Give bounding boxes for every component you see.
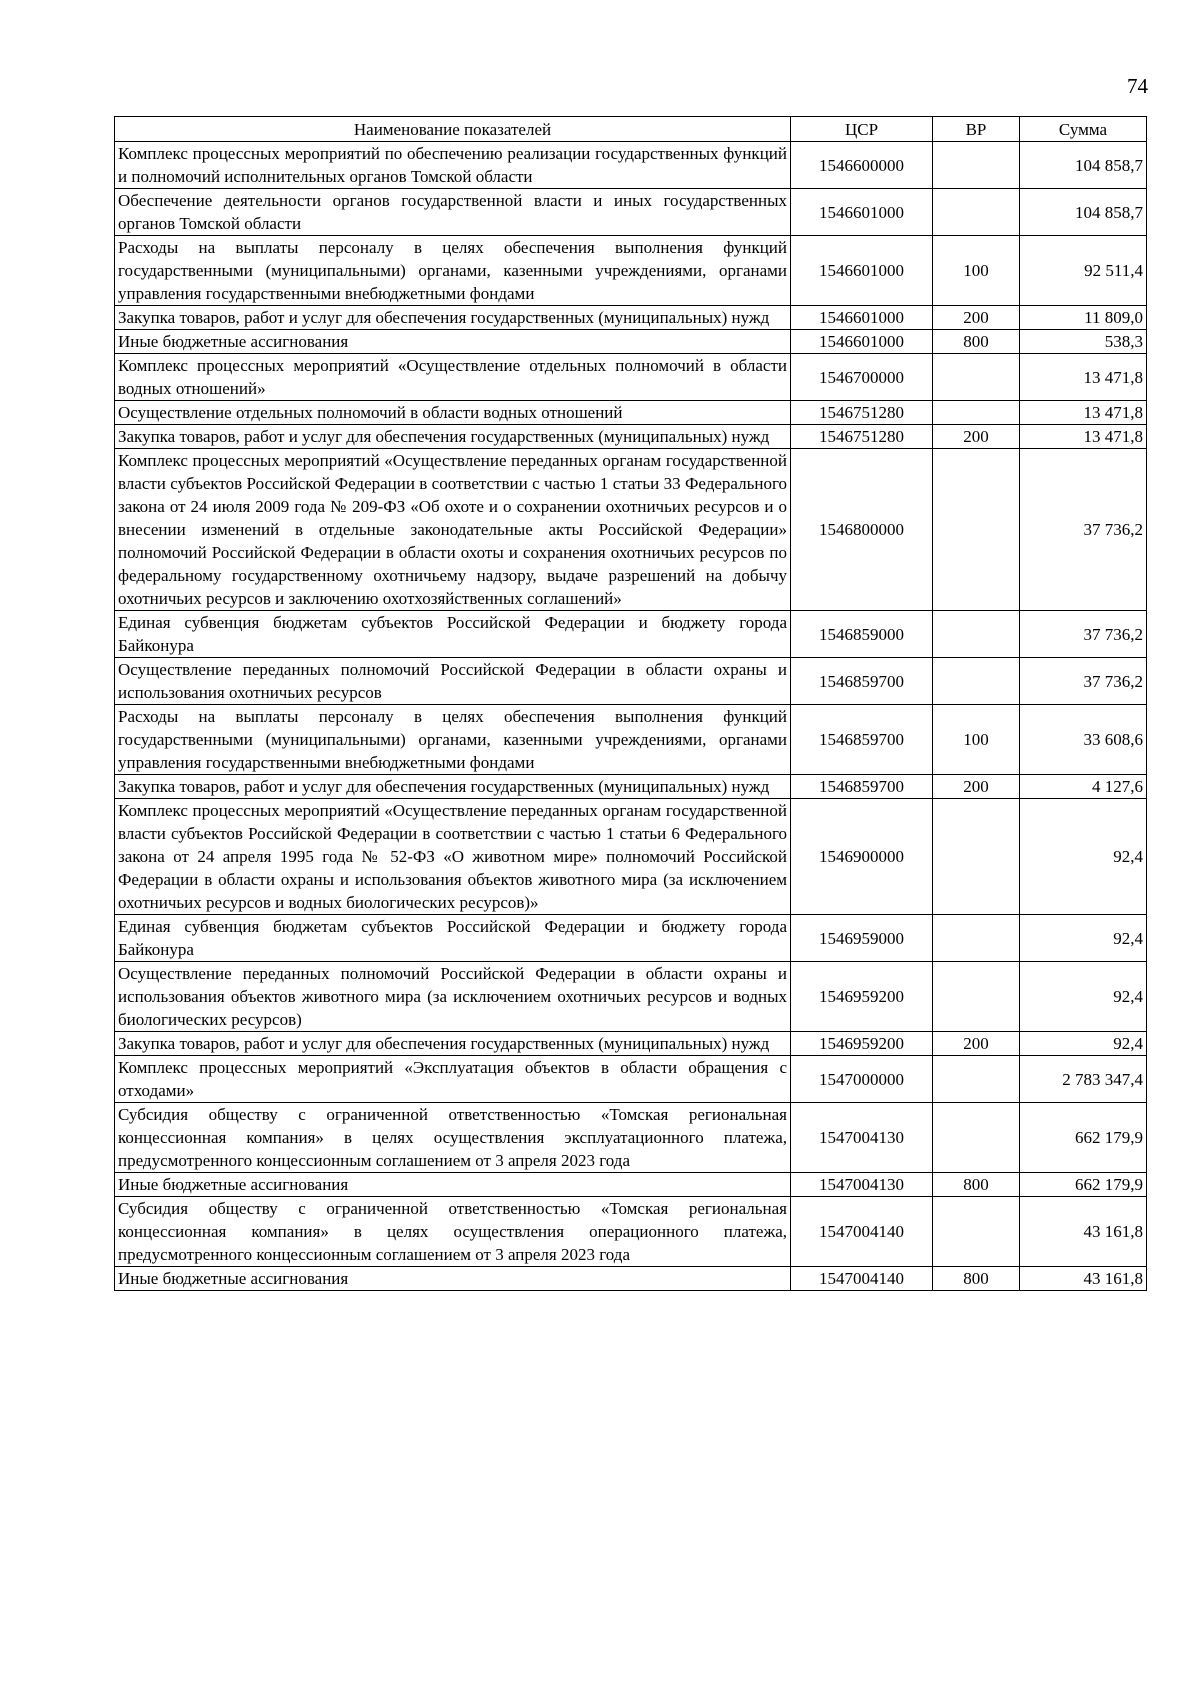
budget-table: [114, 116, 1147, 1291]
cell-csr: 1546600000: [791, 142, 933, 189]
cell-csr: 1547004140: [791, 1197, 933, 1267]
table-row: [115, 1056, 1147, 1103]
cell-name: Субсидия обществу с ограниченной ответственностью «Томская региональная концессионная компания» в целях осуществления операционного платежа, предусмотренного концессионным соглашением от 3 апреля 2023 года: [115, 1197, 791, 1267]
table-row: [115, 611, 1147, 658]
cell-sum: 92,4: [1020, 915, 1147, 962]
cell-csr: 1546751280: [791, 425, 933, 449]
cell-csr: 1546900000: [791, 799, 933, 915]
cell-vr: [933, 915, 1020, 962]
table-row: [115, 799, 1147, 915]
cell-sum: 104 858,7: [1020, 189, 1147, 236]
column-header-vr: ВР: [933, 117, 1020, 142]
table-row: [115, 775, 1147, 799]
cell-csr: 1546700000: [791, 354, 933, 401]
cell-name: Расходы на выплаты персоналу в целях обеспечения выполнения функций государственными (муниципальными) органами, казенными учреждениями, органами управления государственными внебюджетными фондами: [115, 705, 791, 775]
cell-name: Комплекс процессных мероприятий «Эксплуатация объектов в области обращения с отходами»: [115, 1056, 791, 1103]
cell-name: Иные бюджетные ассигнования: [115, 1267, 791, 1291]
table-row: [115, 1103, 1147, 1173]
cell-sum: 37 736,2: [1020, 449, 1147, 611]
cell-name: Закупка товаров, работ и услуг для обеспечения государственных (муниципальных) нужд: [115, 1032, 791, 1056]
cell-sum: 4 127,6: [1020, 775, 1147, 799]
cell-name: Комплекс процессных мероприятий «Осуществление отдельных полномочий в области водных отношений»: [115, 354, 791, 401]
cell-csr: 1546751280: [791, 401, 933, 425]
table-row: [115, 962, 1147, 1032]
cell-name: Расходы на выплаты персоналу в целях обеспечения выполнения функций государственными (муниципальными) органами, казенными учреждениями, органами управления государственными внебюджетными фондами: [115, 236, 791, 306]
cell-vr: [933, 1056, 1020, 1103]
column-header-sum: Сумма: [1020, 117, 1147, 142]
table-row: [115, 306, 1147, 330]
cell-name: Единая субвенция бюджетам субъектов Российской Федерации и бюджету города Байконура: [115, 915, 791, 962]
cell-vr: 800: [933, 330, 1020, 354]
table-row: [115, 915, 1147, 962]
cell-csr: 1547004130: [791, 1103, 933, 1173]
cell-csr: 1546959200: [791, 962, 933, 1032]
cell-sum: 37 736,2: [1020, 658, 1147, 705]
table-row: [115, 658, 1147, 705]
cell-vr: [933, 189, 1020, 236]
table-row: [115, 1197, 1147, 1267]
cell-name: Комплекс процессных мероприятий «Осуществление переданных органам государственной власти субъектов Российской Федерации в соответствии с частью 1 статьи 6 Федерального закона от 24 апреля 1995 года № 52-ФЗ «О животном мире» полномочий Российской Федерации в области охраны и использования объектов животного мира (за исключением охотничьих ресурсов и водных биологических ресурсов)»: [115, 799, 791, 915]
cell-name: Единая субвенция бюджетам субъектов Российской Федерации и бюджету города Байконура: [115, 611, 791, 658]
cell-csr: 1546959200: [791, 1032, 933, 1056]
cell-sum: 92 511,4: [1020, 236, 1147, 306]
cell-vr: [933, 1103, 1020, 1173]
cell-name: Комплекс процессных мероприятий «Осуществление переданных органам государственной власти субъектов Российской Федерации в соответствии с частью 1 статьи 33 Федерального закона от 24 июля 2009 года № 209-ФЗ «Об охоте и о сохранении охотничьих ресурсов и о внесении изменений в отдельные законодательные акты Российской Федерации» полномочий Российской Федерации в области охоты и сохранения охотничьих ресурсов по федеральному государственному охотничьему надзору, выдаче разрешений на добычу охотничьих ресурсов и заключению охотхозяйственных соглашений»: [115, 449, 791, 611]
cell-sum: 662 179,9: [1020, 1173, 1147, 1197]
cell-vr: [933, 611, 1020, 658]
cell-csr: 1546601000: [791, 236, 933, 306]
table-header-row: [115, 117, 1147, 142]
table-row: [115, 705, 1147, 775]
cell-name: Субсидия обществу с ограниченной ответственностью «Томская региональная концессионная компания» в целях осуществления эксплуатационного платежа, предусмотренного концессионным соглашением от 3 апреля 2023 года: [115, 1103, 791, 1173]
table-row: [115, 354, 1147, 401]
cell-csr: 1546859700: [791, 775, 933, 799]
cell-vr: 200: [933, 1032, 1020, 1056]
cell-vr: 200: [933, 775, 1020, 799]
page-number: 74: [1127, 74, 1148, 98]
cell-name: Закупка товаров, работ и услуг для обеспечения государственных (муниципальных) нужд: [115, 306, 791, 330]
cell-csr: 1546859700: [791, 705, 933, 775]
cell-name: Иные бюджетные ассигнования: [115, 1173, 791, 1197]
cell-csr: 1546601000: [791, 330, 933, 354]
cell-csr: 1546959000: [791, 915, 933, 962]
cell-sum: 33 608,6: [1020, 705, 1147, 775]
cell-csr: 1546601000: [791, 189, 933, 236]
cell-name: Осуществление переданных полномочий Российской Федерации в области охраны и использования охотничьих ресурсов: [115, 658, 791, 705]
cell-csr: 1546800000: [791, 449, 933, 611]
table-row: [115, 142, 1147, 189]
cell-sum: 13 471,8: [1020, 425, 1147, 449]
cell-vr: 200: [933, 306, 1020, 330]
cell-sum: 538,3: [1020, 330, 1147, 354]
cell-csr: 1547000000: [791, 1056, 933, 1103]
cell-vr: [933, 142, 1020, 189]
cell-name: Комплекс процессных мероприятий по обеспечению реализации государственных функций и полномочий исполнительных органов Томской области: [115, 142, 791, 189]
column-header-name: Наименование показателей: [115, 117, 791, 142]
cell-sum: 92,4: [1020, 799, 1147, 915]
cell-sum: 2 783 347,4: [1020, 1056, 1147, 1103]
cell-name: Закупка товаров, работ и услуг для обеспечения государственных (муниципальных) нужд: [115, 425, 791, 449]
cell-vr: 800: [933, 1267, 1020, 1291]
cell-name: Обеспечение деятельности органов государственной власти и иных государственных органов Томской области: [115, 189, 791, 236]
cell-csr: 1546859000: [791, 611, 933, 658]
cell-name: Закупка товаров, работ и услуг для обеспечения государственных (муниципальных) нужд: [115, 775, 791, 799]
cell-vr: 200: [933, 425, 1020, 449]
cell-csr: 1546859700: [791, 658, 933, 705]
table-row: [115, 236, 1147, 306]
cell-csr: 1547004130: [791, 1173, 933, 1197]
table-row: [115, 189, 1147, 236]
cell-vr: [933, 658, 1020, 705]
cell-vr: 100: [933, 236, 1020, 306]
cell-name: Иные бюджетные ассигнования: [115, 330, 791, 354]
table-row: [115, 425, 1147, 449]
cell-name: Осуществление отдельных полномочий в области водных отношений: [115, 401, 791, 425]
cell-vr: [933, 1197, 1020, 1267]
table-row: [115, 1267, 1147, 1291]
cell-vr: [933, 401, 1020, 425]
cell-vr: 800: [933, 1173, 1020, 1197]
table-row: [115, 449, 1147, 611]
cell-vr: [933, 449, 1020, 611]
cell-vr: [933, 354, 1020, 401]
table-row: [115, 330, 1147, 354]
cell-sum: 43 161,8: [1020, 1267, 1147, 1291]
cell-sum: 13 471,8: [1020, 354, 1147, 401]
cell-sum: 37 736,2: [1020, 611, 1147, 658]
cell-csr: 1547004140: [791, 1267, 933, 1291]
table-row: [115, 401, 1147, 425]
cell-sum: 13 471,8: [1020, 401, 1147, 425]
cell-name: Осуществление переданных полномочий Российской Федерации в области охраны и использования объектов животного мира (за исключением охотничьих ресурсов и водных биологических ресурсов): [115, 962, 791, 1032]
column-header-csr: ЦСР: [791, 117, 933, 142]
cell-vr: 100: [933, 705, 1020, 775]
cell-sum: 43 161,8: [1020, 1197, 1147, 1267]
table-row: [115, 1032, 1147, 1056]
table-row: [115, 1173, 1147, 1197]
cell-sum: 662 179,9: [1020, 1103, 1147, 1173]
cell-sum: 104 858,7: [1020, 142, 1147, 189]
cell-csr: 1546601000: [791, 306, 933, 330]
cell-sum: 92,4: [1020, 962, 1147, 1032]
cell-vr: [933, 962, 1020, 1032]
cell-sum: 11 809,0: [1020, 306, 1147, 330]
cell-vr: [933, 799, 1020, 915]
cell-sum: 92,4: [1020, 1032, 1147, 1056]
